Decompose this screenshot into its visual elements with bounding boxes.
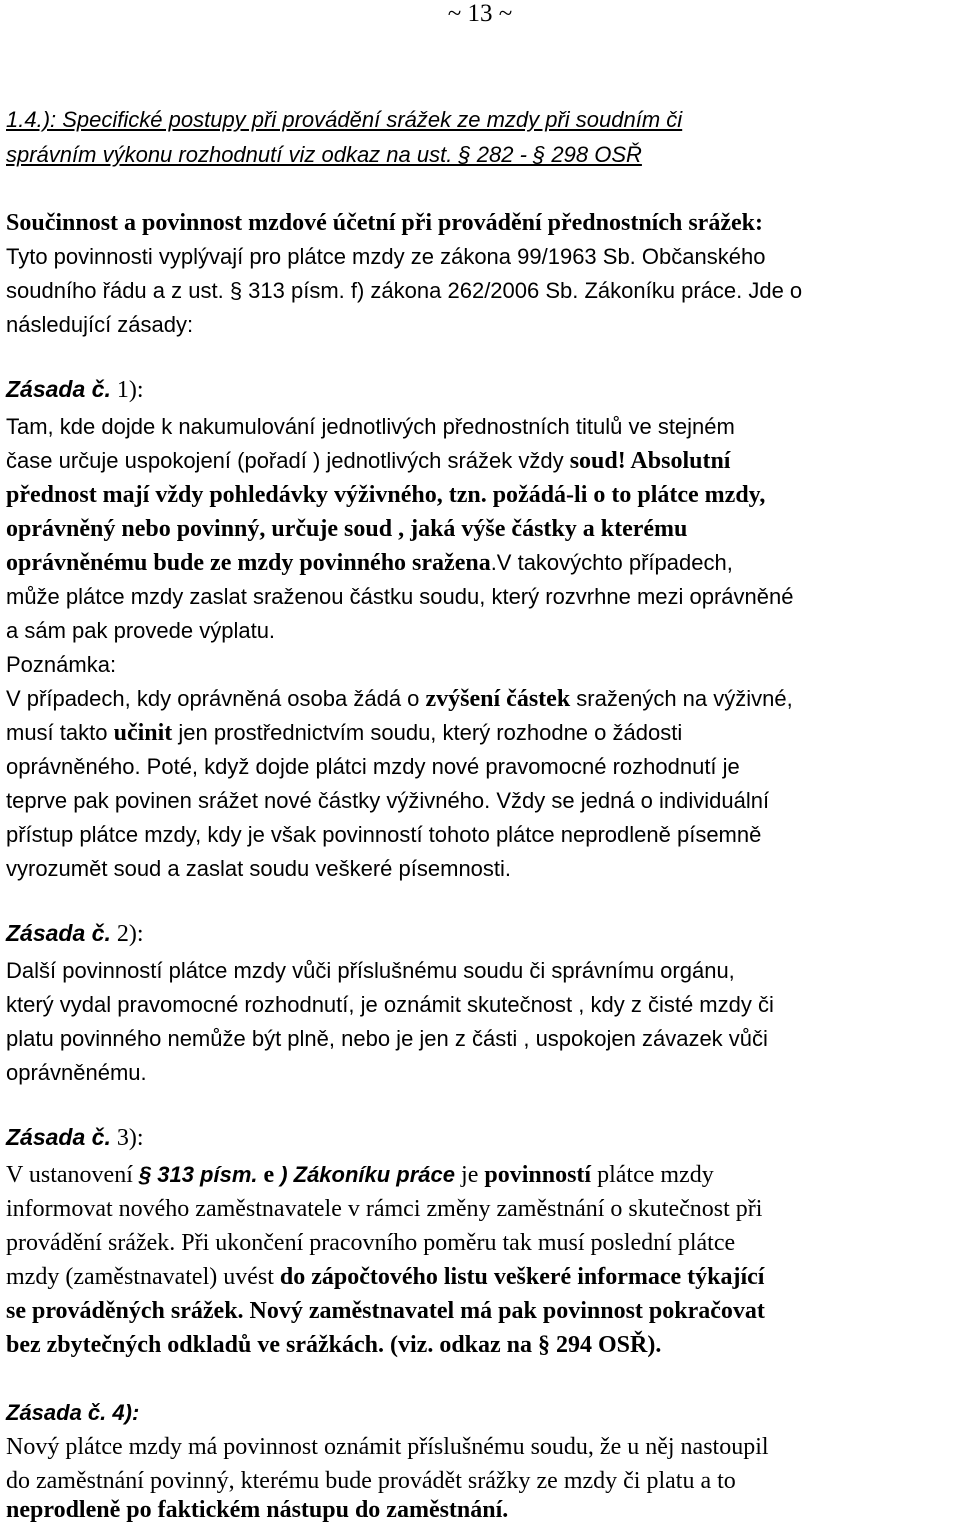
rule-2-line-4: oprávněnému.: [6, 1060, 147, 1085]
rule-4-line-2: do zaměstnání povinný, kterému bude provádět srážky ze mzdy či platu a to: [6, 1468, 736, 1494]
rule-2-heading: [6, 920, 958, 948]
rule-3-line-4a: mzdy (zaměstnavatel) uvést: [6, 1264, 280, 1290]
rule-2-label: Zásada č.: [6, 920, 111, 946]
note-line-1c: sražených na výživné,: [570, 686, 793, 711]
rule-3-line-2: informovat nového zaměstnavatele v rámci změny zaměstnání o skutečnost při: [6, 1196, 763, 1222]
note-line-2: [6, 716, 958, 750]
intro-line-3: následující zásady:: [6, 312, 194, 337]
rule-3-label: Zásada č.: [6, 1124, 111, 1150]
rule-1-line-1: Tam, kde dojde k nakumulování jednotlivých přednostních titulů ve stejném: [6, 414, 735, 439]
rule-3-line-1c: e: [257, 1162, 281, 1188]
note-line-5: přístup plátce mzdy, kdy je však povinností tohoto plátce neprodleně písemně: [6, 822, 762, 847]
rule-1-line-2: [6, 444, 958, 478]
rule-3-line-5: se prováděných srážek. Nový zaměstnavatel má pak povinnost pokračovat: [6, 1298, 765, 1324]
rule-1-line-4: oprávněný nebo povinný, určuje soud , jaká výše částky a kterému: [6, 516, 688, 542]
note-line-1: [6, 682, 958, 716]
intro-title: Součinnost a povinnost mzdové účetní při provádění přednostních srážek:: [6, 210, 763, 236]
rule-1-heading: [6, 376, 958, 404]
rule-3-line-1b: § 313 písm.: [138, 1162, 258, 1187]
note-line-4: teprve pak povinen srážet nové částky výživného. Vždy se jedná o individuální: [6, 788, 770, 813]
note-line-2b: učinit: [113, 720, 173, 746]
rule-3-line-1a: V ustanovení: [6, 1162, 139, 1188]
rule-1-line-5: [6, 546, 958, 580]
rule-3-number: 3):: [110, 1125, 144, 1151]
rule-1-line-2a: čase určuje uspokojení (pořadí ) jednotlivých srážek vždy: [6, 448, 570, 473]
rule-4-line-3: neprodleně po faktickém nástupu do zaměstnání.: [6, 1497, 509, 1523]
rule-1-line-5b: .V takovýchto případech,: [490, 550, 733, 575]
note-line-2c: jen prostřednictvím soudu, který rozhodne o žádosti: [172, 720, 683, 745]
note-line-2a: musí takto: [6, 720, 114, 745]
rule-4-line-1: Nový plátce mzdy má povinnost oznámit příslušnému soudu, že u něj nastoupil: [6, 1434, 769, 1460]
rule-3-line-1: [6, 1158, 958, 1192]
rule-1-line-2b: soud: [569, 448, 618, 474]
rule-3-line-1g: plátce mzdy: [591, 1162, 714, 1188]
rule-2-number: 2):: [110, 921, 144, 947]
note-line-3: oprávněného. Poté, když dojde plátci mzdy nové pravomocné rozhodnutí je: [6, 754, 740, 779]
rule-1-line-2c: ! Absolutní: [617, 448, 731, 474]
note-line-1a: V případech, kdy oprávněná osoba žádá o: [6, 686, 426, 711]
rule-3-line-4: [6, 1260, 958, 1294]
note-line-1b: zvýšení částek: [425, 686, 571, 712]
page-number: ~ 13 ~: [447, 0, 513, 27]
rule-1-line-7: a sám pak provede výplatu.: [6, 618, 276, 643]
rule-3-line-1e: je: [455, 1162, 485, 1188]
rule-3-line-4b: do zápočtového listu veškeré informace týkající: [279, 1264, 765, 1290]
heading-text-1: 1.4.): Specifické postupy při provádění srážek ze mzdy při soudním či: [6, 107, 683, 132]
heading-line-1: [6, 103, 958, 137]
rule-3-line-1d: ) Zákoníku práce: [280, 1162, 456, 1187]
note-label: Poznámka:: [6, 652, 117, 677]
rule-1-number: 1):: [110, 377, 144, 403]
rule-3-line-3: provádění srážek. Při ukončení pracovního poměru tak musí poslední plátce: [6, 1230, 736, 1256]
rule-2-line-2: který vydal pravomocné rozhodnutí, je oznámit skutečnost , kdy z čisté mzdy či: [6, 992, 774, 1017]
intro-line-1: Tyto povinnosti vyplývají pro plátce mzdy ze zákona 99/1963 Sb. Občanského: [6, 244, 766, 269]
heading-text-2: správním výkonu rozhodnutí viz odkaz na ust. § 282 - § 298 OSŘ: [6, 142, 642, 167]
rule-3-line-1f: povinností: [484, 1162, 592, 1188]
intro-line-2: soudního řádu a z ust. § 313 písm. f) zákona 262/2006 Sb. Zákoníku práce. Jde o: [6, 278, 803, 303]
rule-2-line-3: platu povinného nemůže být plně, nebo je jen z části , uspokojen závazek vůči: [6, 1026, 768, 1051]
note-line-6: vyrozumět soud a zaslat soudu veškeré písemnosti.: [6, 856, 512, 881]
rule-4-heading: Zásada č. 4):: [6, 1400, 140, 1425]
rule-3-heading: [6, 1124, 958, 1152]
rule-1-line-5a: oprávněnému bude ze mzdy povinného sražena: [6, 550, 491, 576]
heading-line-2: [6, 138, 958, 172]
rule-2-line-1: Další povinností plátce mzdy vůči příslušnému soudu či správnímu orgánu,: [6, 958, 735, 983]
rule-3-line-6: bez zbytečných odkladů ve srážkách. (viz. odkaz na § 294 OSŘ).: [6, 1332, 662, 1358]
rule-1-label: Zásada č.: [6, 376, 111, 402]
rule-1-line-6: může plátce mzdy zaslat sraženou částku soudu, který rozvrhne mezi oprávněné: [6, 584, 794, 609]
rule-1-line-3: přednost mají vždy pohledávky výživného, tzn. požádá-li o to plátce mzdy,: [6, 482, 766, 508]
